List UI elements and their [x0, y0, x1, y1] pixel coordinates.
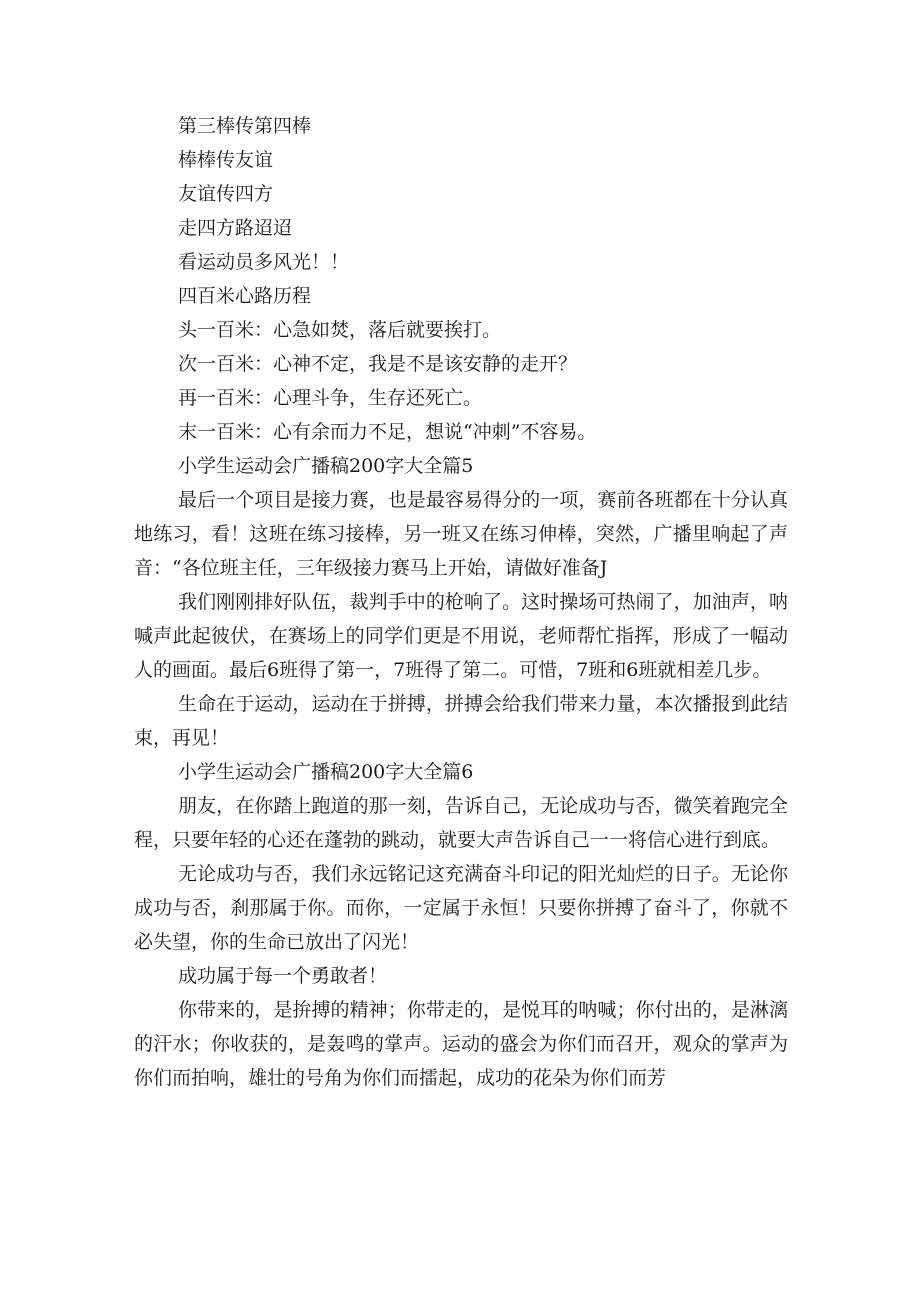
section-heading-5: 小学生运动会广播稿200字大全篇5 — [178, 455, 474, 477]
text-line: 友谊传四方 — [178, 183, 274, 205]
paragraph: 你带来的，是拚搏的精神；你带走的，是悦耳的呐喊；你付出的，是淋漓的汗水；你收获的，是轰鸣的掌声。运动的盛会为你们而召开，观众的掌声为你们而拍响，雄壮的号角为你们而擂起，成功的花朵为你们而芳 — [134, 999, 788, 1089]
text-line: 头一百米：心急如焚，落后就要挨打。 — [178, 319, 502, 341]
text-line: 次一百米：心神不定，我是不是该安静的走开？ — [178, 353, 578, 375]
document-body — [134, 109, 788, 1095]
text-line: 走四方路迢迢 — [178, 217, 293, 239]
text-line: 第三棒传第四棒 — [178, 115, 312, 137]
text-line: 四百米心路历程 — [178, 285, 312, 307]
text-line: 棒棒传友谊 — [178, 149, 274, 171]
text-line: 末一百米：心有余而力不足，想说“冲刺”不容易。 — [178, 421, 597, 443]
paragraph: 生命在于运动，运动在于拼搏，拼搏会给我们带来力量，本次播报到此结束，再见！ — [134, 693, 788, 749]
paragraph: 朋友，在你踏上跑道的那一刻，告诉自己，无论成功与否，微笑着跑完全程，只要年轻的心还在蓬勃的跳动，就要大声告诉自己一一将信心进行到底。 — [134, 795, 788, 851]
paragraph: 成功属于每一个勇敢者！ — [178, 965, 388, 987]
section-heading-6: 小学生运动会广播稿200字大全篇6 — [178, 761, 474, 783]
paragraph: 最后一个项目是接力赛，也是最容易得分的一项，赛前各班都在十分认真地练习，看！这班在练习接棒，另一班又在练习伸棒，突然，广播里响起了声音：“各位班主任，三年级接力赛马上开始，请做好准备J — [134, 489, 788, 579]
text-line: 看运动员多风光！！ — [178, 251, 350, 273]
paragraph: 无论成功与否，我们永远铭记这充满奋斗印记的阳光灿烂的日子。无论你成功与否，刹那属于你。而你，一定属于永恒！只要你拼搏了奋斗了，你就不必失望，你的生命已放出了闪光！ — [134, 863, 788, 953]
paragraph: 我们刚刚排好队伍，裁判手中的枪响了。这时操场可热闹了，加油声，呐喊声此起彼伏，在赛场上的同学们更是不用说，老师帮忙指挥，形成了一幅动人的画面。最后6班得了第一，7班得了第二。可惜，7班和6班就相差几步。 — [134, 591, 788, 681]
text-line: 再一百米：心理斗争，生存还死亡。 — [178, 387, 483, 409]
